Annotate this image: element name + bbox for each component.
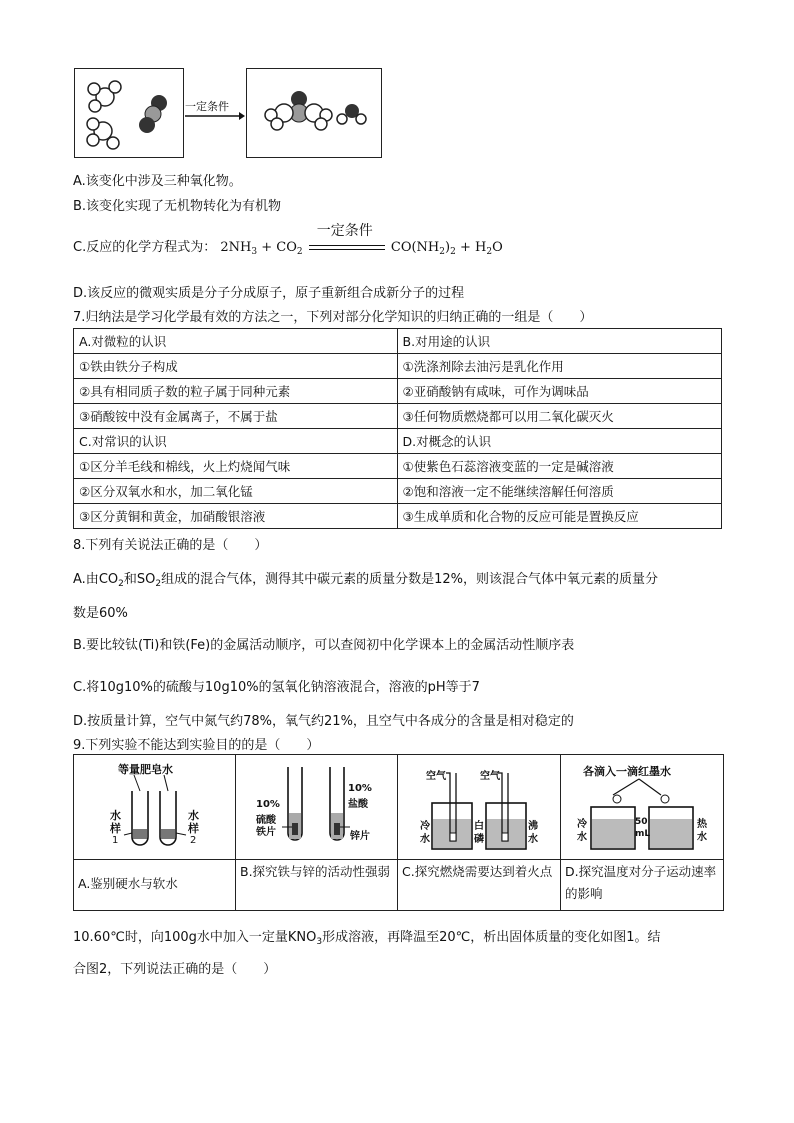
equation-arrow bbox=[309, 222, 385, 256]
q8-stem: 8.下列有关说法正确的是（ ） bbox=[73, 538, 268, 553]
experiment-c-figure: 空气 空气 冷 水 白 磷 沸 水 bbox=[398, 755, 560, 859]
q7-cell: ①使紫色石蕊溶液变蓝的一定是碱溶液 bbox=[397, 454, 721, 479]
q7-row bbox=[74, 454, 722, 479]
q7-group-header: D.对概念的认识 bbox=[397, 429, 721, 454]
q6-option-d: D.该反应的微观实质是分子分成原子，原子重新组合成新分子的过程 bbox=[73, 286, 465, 301]
q8-option-b: B.要比较钛(Ti)和铁(Fe)的金属活动顺序，可以查阅初中化学课本上的金属活动性顺序表 bbox=[73, 638, 575, 653]
reaction-after-box bbox=[246, 68, 382, 158]
equation-left: $2NH_3 + CO_2$ bbox=[220, 240, 303, 257]
q8-option-c: C.将10g10%的硫酸与10g10%的氢氧化钠溶液混合，溶液的pH等于7 bbox=[73, 680, 480, 695]
beakers-diffusion-icon bbox=[561, 755, 723, 859]
q7-row bbox=[74, 379, 722, 404]
q7-cell: ②亚硝酸钠有咸味，可作为调味品 bbox=[397, 379, 721, 404]
q9-caption-a: A.鉴别硬水与软水 bbox=[78, 876, 178, 891]
q6-option-a: A.该变化中涉及三种氧化物。 bbox=[73, 174, 242, 189]
product-molecules-icon bbox=[247, 69, 381, 157]
q10-line2: 合图2，下列说法正确的是（ ） bbox=[73, 962, 277, 977]
q7-group-header: C.对常识的认识 bbox=[74, 429, 398, 454]
q7-group-header: B.对用途的认识 bbox=[397, 329, 721, 354]
q7-stem: 7.归纳法是学习化学最有效的方法之一，下列对部分化学知识的归纳正确的一组是（ ） bbox=[73, 310, 593, 325]
q7-table bbox=[73, 328, 722, 529]
q10-line1: 10.60℃时，向100g水中加入一定量$KNO_3$形成溶液，再降温至20℃，析出固体质量的变化如图1。结 bbox=[73, 930, 661, 947]
equation-condition: 一定条件 bbox=[316, 222, 373, 239]
arrow-condition-label: 一定条件 bbox=[185, 100, 229, 113]
experiment-d-figure: 各滴入一滴红墨水 冷 水 50 mL 热 水 bbox=[561, 755, 723, 859]
reaction-before-box bbox=[74, 68, 184, 158]
q7-cell: ②区分双氧水和水，加二氧化锰 bbox=[74, 479, 398, 504]
q7-row bbox=[74, 429, 722, 454]
test-tubes-icon bbox=[74, 755, 235, 859]
q7-row bbox=[74, 504, 722, 529]
q7-row bbox=[74, 479, 722, 504]
q9-experiment-table bbox=[73, 754, 724, 911]
q7-cell: ②具有相同质子数的粒子属于同种元素 bbox=[74, 379, 398, 404]
q7-cell: ①洗涤剂除去油污是乳化作用 bbox=[397, 354, 721, 379]
q6-option-c-prefix: C.反应的化学方程式为： bbox=[73, 240, 217, 255]
q8-option-a-line2: 数是60% bbox=[73, 606, 128, 621]
experiment-b-figure: 10% 硫酸 铁片 10% 盐酸 锌片 bbox=[236, 755, 397, 859]
q7-cell: ①区分羊毛线和棉线，火上灼烧闻气味 bbox=[74, 454, 398, 479]
q9-caption-b: B.探究铁与锌的活动性强弱 bbox=[240, 864, 391, 879]
equation-right: $CO(NH_2)_2 + H_2O$ bbox=[390, 240, 503, 257]
q7-cell: ②饱和溶液一定不能继续溶解任何溶质 bbox=[397, 479, 721, 504]
q9-caption-c: C.探究燃烧需要达到着火点 bbox=[402, 864, 553, 879]
q9-caption-d: D.探究温度对分子运动速率的影响 bbox=[565, 864, 717, 901]
q7-cell: ③区分黄铜和黄金，加硝酸银溶液 bbox=[74, 504, 398, 529]
right-arrow-icon bbox=[183, 106, 245, 126]
q7-group-header: A.对微粒的认识 bbox=[74, 329, 398, 354]
q7-cell: ③任何物质燃烧都可以用二氧化碳灭火 bbox=[397, 404, 721, 429]
q7-row bbox=[74, 354, 722, 379]
q8-option-d: D.按质量计算，空气中氮气约78%，氧气约21%，且空气中各成分的含量是相对稳定的 bbox=[73, 714, 574, 729]
q8-option-a-line1: A.由$CO_2$和$SO_2$组成的混合气体，测得其中碳元素的质量分数是12%，则该混合气体中氧元素的质量分 bbox=[73, 572, 658, 589]
q7-row bbox=[74, 404, 722, 429]
q6-option-c bbox=[73, 222, 503, 257]
reaction-arrow bbox=[183, 100, 245, 120]
q9-stem: 9.下列实验不能达到实验目的的是（ ） bbox=[73, 738, 320, 753]
q7-cell: ③硝酸铵中没有金属离子，不属于盐 bbox=[74, 404, 398, 429]
q7-cell: ③生成单质和化合物的反应可能是置换反应 bbox=[397, 504, 721, 529]
experiment-a-figure: 等量肥皂水 水 样 1 水 样 2 bbox=[74, 755, 235, 859]
q6-option-b: B.该变化实现了无机物转化为有机物 bbox=[73, 199, 282, 214]
reactant-molecules-icon bbox=[75, 69, 183, 157]
q7-cell: ①铁由铁分子构成 bbox=[74, 354, 398, 379]
q7-row bbox=[74, 329, 722, 354]
